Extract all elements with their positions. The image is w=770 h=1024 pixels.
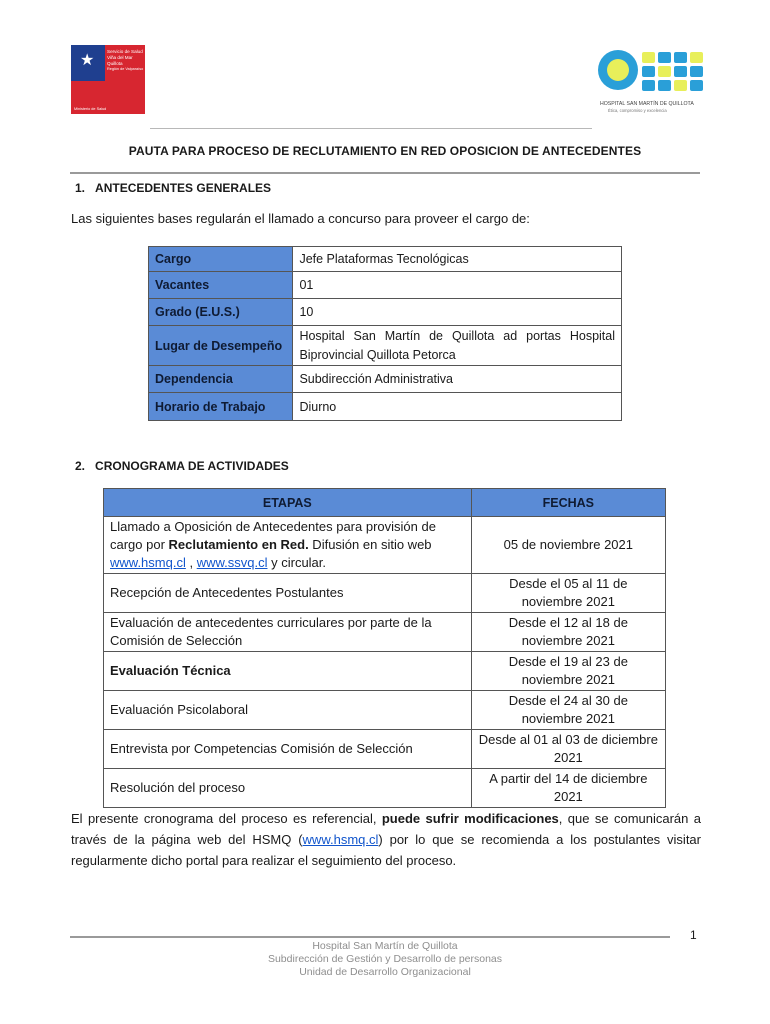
logo-left-line3: Quillota (107, 61, 123, 66)
servicio-salud-logo (71, 45, 145, 114)
schedule-etapa-3: Evaluación de antecedentes curriculares por parte de la Comisión de Selección (104, 613, 472, 652)
schedule-fecha-7: A partir del 14 de diciembre 2021 (471, 769, 665, 808)
schedule-etapa-6: Entrevista por Competencias Comisión de Selección (104, 730, 472, 769)
section1-number: 1. (75, 181, 86, 195)
schedule-etapa-5: Evaluación Psicolaboral (104, 691, 472, 730)
info-value-horario: Diurno (293, 393, 622, 421)
col-fechas: FECHAS (471, 489, 665, 517)
col-etapas: ETAPAS (104, 489, 472, 517)
star-icon: ★ (80, 52, 95, 69)
table-row (104, 652, 666, 691)
schedule-header-row (104, 489, 666, 517)
section2-heading (75, 459, 289, 473)
schedule-etapa-7: Resolución del proceso (104, 769, 472, 808)
footer-line2: Subdirección de Gestión y Desarrollo de personas (267, 953, 503, 965)
table-row (104, 613, 666, 652)
table-row (149, 393, 622, 421)
info-label-lugar: Lugar de Desempeño (149, 326, 293, 366)
logo-left-line2: Viña del Mar (107, 55, 133, 60)
hsmq-caption: HOSPITAL SAN MARTÍN DE QUILLOTA (600, 101, 694, 107)
table-row (104, 574, 666, 613)
table-row (104, 730, 666, 769)
logo-blue-block (71, 45, 105, 81)
info-value-grado: 10 (293, 299, 622, 326)
schedule-fecha-3: Desde el 12 al 18 de noviembre 2021 (471, 613, 665, 652)
schedule-fecha-1: 05 de noviembre 2021 (471, 517, 665, 574)
info-label-vacantes: Vacantes (149, 272, 293, 299)
ssvq-link[interactable]: www.ssvq.cl (196, 555, 268, 570)
document-title: PAUTA PARA PROCESO DE RECLUTAMIENTO EN RED OPOSICION DE ANTECEDENTES (128, 144, 642, 158)
table-row (149, 326, 622, 366)
table-row (149, 272, 622, 299)
section1-intro: Las siguientes bases regularán el llamado a concurso para proveer el cargo de: (71, 211, 530, 226)
hsmq-q-mark (598, 50, 638, 90)
info-label-horario: Horario de Trabajo (149, 393, 293, 421)
logo-left-bottom: Ministerio de Salud (74, 107, 107, 111)
info-label-dependencia: Dependencia (149, 366, 293, 393)
schedule-fecha-5: Desde el 24 al 30 de noviembre 2021 (471, 691, 665, 730)
schedule-table (103, 488, 666, 808)
table-row (104, 691, 666, 730)
footer-line3: Unidad de Desarrollo Organizacional (299, 966, 471, 978)
footer-line1: Hospital San Martín de Quillota (312, 940, 458, 952)
section1-title: ANTECEDENTES GENERALES (95, 181, 272, 195)
info-value-lugar: Hospital San Martín de Quillota ad portas Hospital Biprovincial Quillota Petorca (293, 326, 622, 366)
schedule-etapa-2: Recepción de Antecedentes Postulantes (104, 574, 472, 613)
title-divider (70, 172, 700, 174)
table-row (149, 366, 622, 393)
info-label-cargo: Cargo (149, 247, 293, 272)
hsmq-subcaption: Ética, compromiso y excelencia (608, 108, 667, 113)
info-label-grado: Grado (E.U.S.) (149, 299, 293, 326)
schedule-fecha-6: Desde al 01 al 03 de diciembre 2021 (471, 730, 665, 769)
logo-left-line1: Servicio de Salud (107, 49, 143, 54)
section2-number: 2. (75, 459, 86, 473)
info-value-vacantes: 01 (293, 272, 622, 299)
closing-paragraph: El presente cronograma del proceso es referencial, puede sufrir modificaciones, que se comunicarán a través de la página web del HSMQ (www.hsmq.cl) por lo que se recomienda a los postulantes visitar regularmente dicho portal para realizar el seguimiento del proceso. (71, 811, 702, 868)
table-row (104, 769, 666, 808)
general-info-table (148, 246, 622, 421)
hsmq-logo (596, 46, 706, 116)
table-row (104, 517, 666, 574)
table-row (149, 247, 622, 272)
section1-heading (75, 181, 271, 195)
page-number: 1 (690, 928, 697, 942)
schedule-etapa-1: Llamado a Oposición de Antecedentes para provisión de cargo por Reclutamiento en Red. Difusión en sitio web www.hsmq.cl , www.ssvq.cl y circular. (104, 517, 472, 574)
schedule-fecha-2: Desde el 05 al 11 de noviembre 2021 (471, 574, 665, 613)
schedule-fecha-4: Desde el 19 al 23 de noviembre 2021 (471, 652, 665, 691)
top-divider (150, 128, 592, 129)
info-value-cargo: Jefe Plataformas Tecnológicas (293, 247, 622, 272)
schedule-etapa-4: Evaluación Técnica (104, 652, 472, 691)
table-row (149, 299, 622, 326)
section2-title: CRONOGRAMA DE ACTIVIDADES (95, 459, 289, 473)
hsmq-link[interactable]: www.hsmq.cl (110, 555, 186, 570)
info-value-dependencia: Subdirección Administrativa (293, 366, 622, 393)
logo-left-line4: Región de Valparaíso (107, 67, 144, 71)
hsmq-link-paragraph[interactable]: www.hsmq.cl (302, 832, 379, 847)
footer-divider (70, 936, 670, 938)
